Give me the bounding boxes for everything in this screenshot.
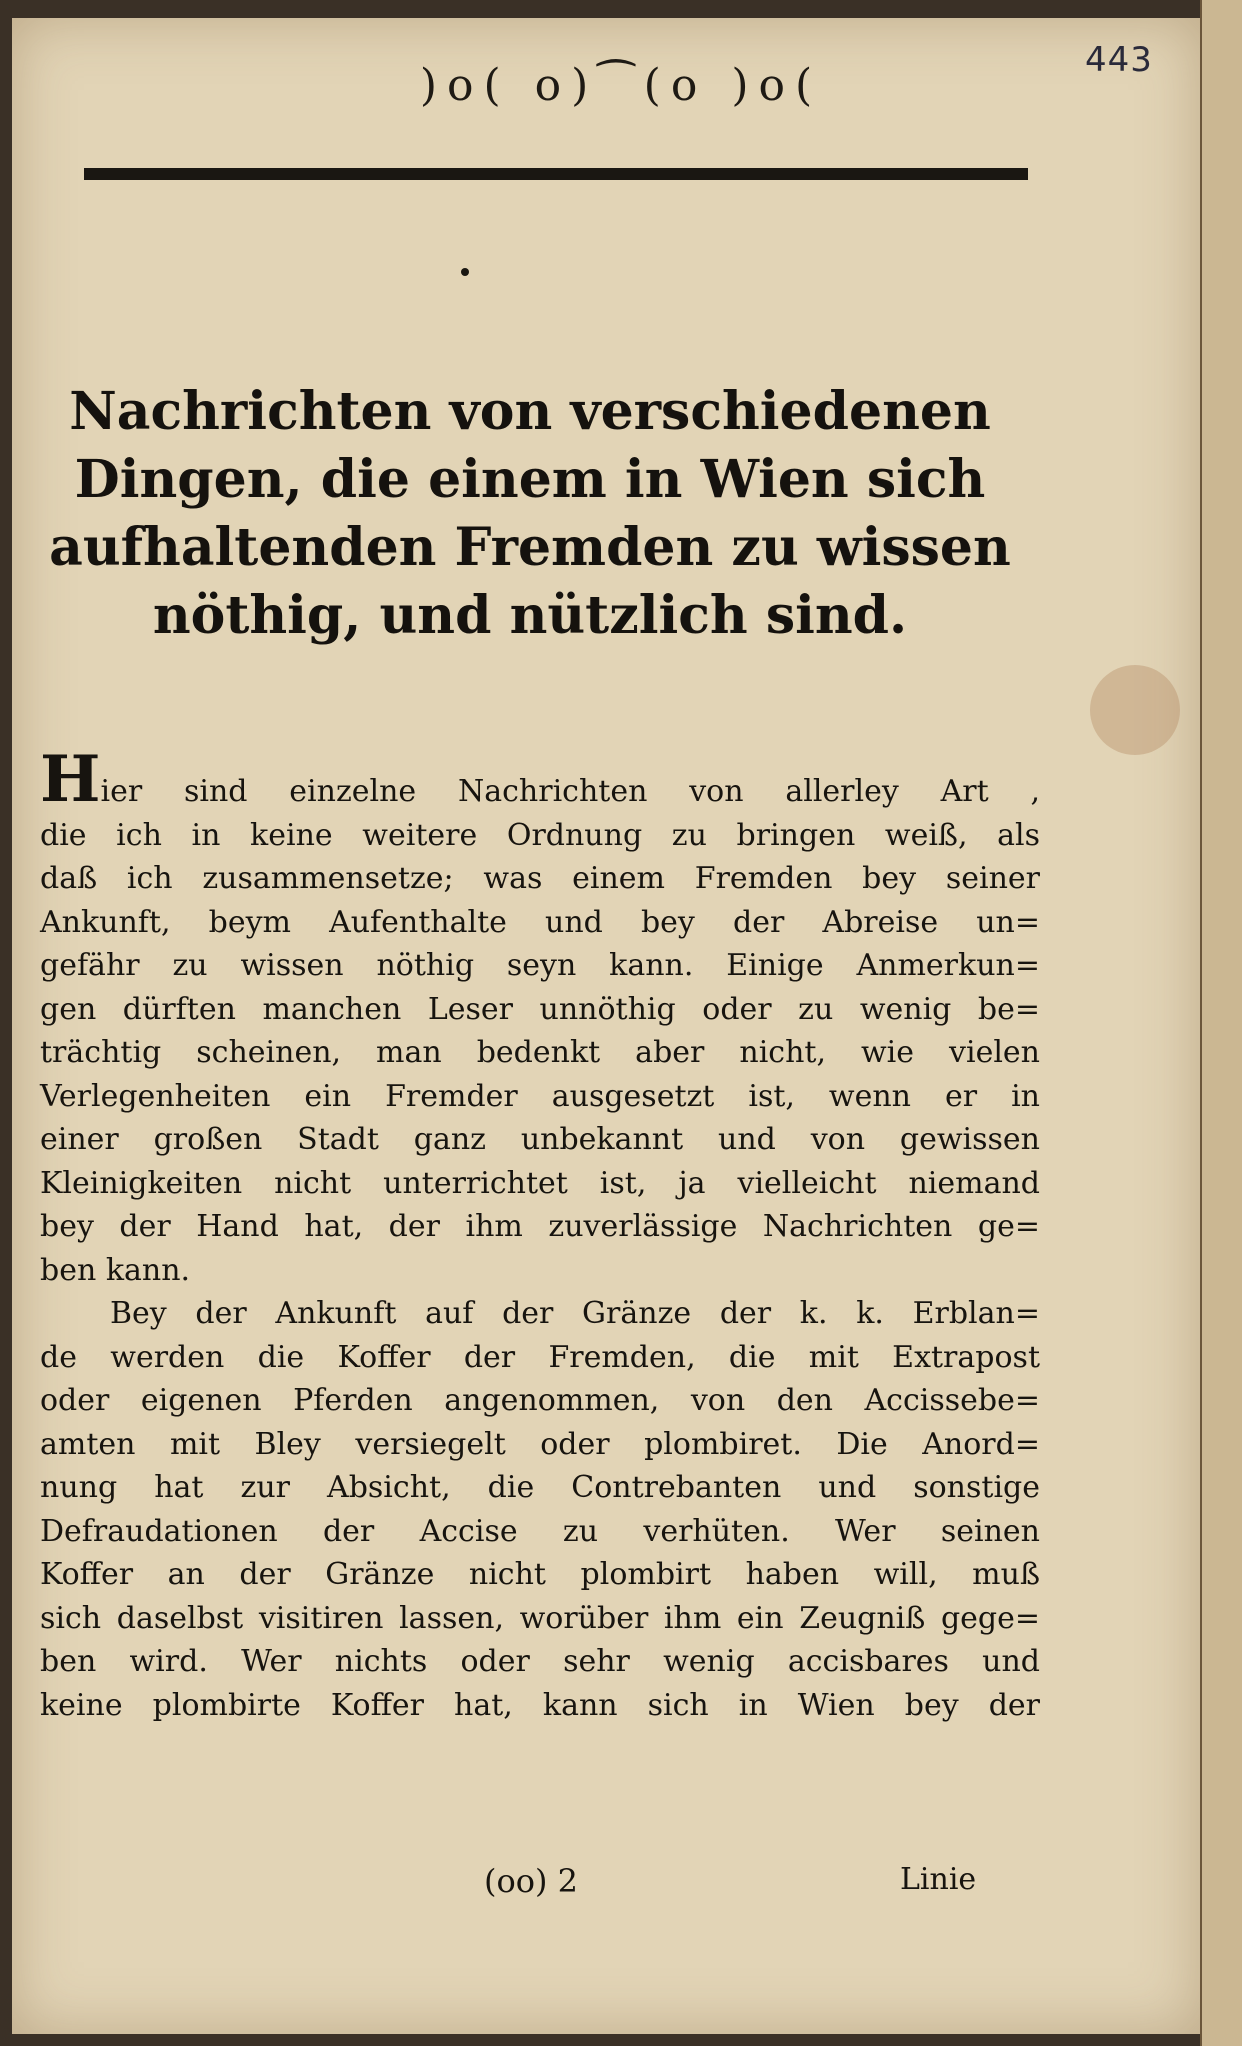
ornament-dot bbox=[461, 268, 469, 276]
header-ornament: )o( o)⁀(o )o( bbox=[419, 60, 823, 111]
paper-stain bbox=[1090, 665, 1180, 755]
text-line: gefähr zu wissen nöthig seyn kann. Einige Anmerkun= bbox=[40, 948, 1040, 983]
text-line: oder eigenen Pferden angenommen, von den Accissebe= bbox=[40, 1383, 1040, 1418]
folio-number: 443 bbox=[1085, 40, 1153, 80]
text-line: Hier sind einzelne Nachrichten von allerley Art , bbox=[40, 742, 1040, 817]
header-rule bbox=[84, 168, 1028, 180]
text-line: ben wird. Wer nichts oder sehr wenig accisbares und bbox=[40, 1644, 1040, 1679]
chapter-title: Nachrichten von verschiedenen Dingen, die einem in Wien sich aufhaltenden Fremden zu wissen nöthig, und nützlich sind. bbox=[49, 381, 1011, 646]
text-line: de werden die Koffer der Fremden, die mit Extrapost bbox=[40, 1339, 1040, 1375]
text-line: trächtig scheinen, man bedenkt aber nicht, wie vielen bbox=[40, 1035, 1040, 1070]
drop-cap: H bbox=[40, 742, 101, 817]
text-line: Defraudationen der Accise zu verhüten. Wer seinen bbox=[40, 1513, 1040, 1549]
text-line: die ich in keine weitere Ordnung zu bringen weiß, als bbox=[40, 817, 1040, 853]
catchword: Linie bbox=[900, 1862, 977, 1897]
text-line: Bey der Ankunft auf der Gränze der k. k. Erblan= bbox=[110, 1296, 1040, 1331]
text-line: daß ich zusammensetze; was einem Fremden bey seiner bbox=[40, 861, 1040, 896]
text-line: bey der Hand hat, der ihm zuverlässige Nachrichten ge= bbox=[40, 1209, 1040, 1244]
paragraph-2 bbox=[40, 1292, 1040, 1727]
paragraph-1 bbox=[40, 742, 1040, 1292]
text-line: ben kann. bbox=[40, 1252, 191, 1288]
signature-mark: (oo) 2 bbox=[484, 1862, 579, 1900]
body-text bbox=[40, 742, 1040, 1727]
text-line: Verlegenheiten ein Fremder ausgesetzt ist, wenn er in bbox=[40, 1078, 1040, 1114]
text-line: keine plombirte Koffer hat, kann sich in Wien bey der bbox=[40, 1687, 1040, 1723]
text-line: Kleinigkeiten nicht unterrichtet ist, ja vielleicht niemand bbox=[40, 1165, 1040, 1201]
text-line: amten mit Bley versiegelt oder plombiret. Die Anord= bbox=[40, 1426, 1040, 1462]
text-line: einer großen Stadt ganz unbekannt und von gewissen bbox=[40, 1122, 1040, 1157]
text-line: gen dürften manchen Leser unnöthig oder zu wenig be= bbox=[40, 991, 1040, 1027]
book-spine-edge bbox=[1200, 0, 1242, 2046]
text-line: sich daselbst visitiren lassen, worüber ihm ein Zeugniß gege= bbox=[40, 1600, 1040, 1636]
text-line: nung hat zur Absicht, die Contrebanten und sonstige bbox=[40, 1470, 1040, 1505]
text-line: Koffer an der Gränze nicht plombirt haben will, muß bbox=[40, 1557, 1040, 1592]
text-line: Ankunft, beym Aufenthalte und bey der Abreise un= bbox=[40, 904, 1040, 940]
